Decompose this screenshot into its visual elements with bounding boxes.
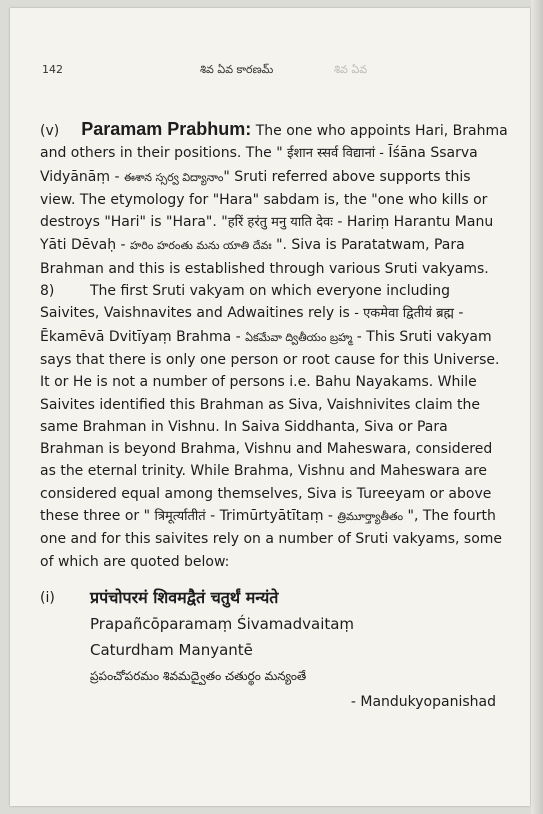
telugu-quote: ఈశాన స్సర్వ విద్యానాం: [123, 170, 224, 184]
verse-telugu: ప్రపంచోపరమం శివమద్వైతం చతుర్థం మన్యంతే: [90, 668, 307, 683]
transliteration: - Ēkamēvā Dvitīyaṃ Brahma -: [40, 305, 464, 345]
paragraph-paramam-prabhum: [40, 118, 510, 280]
verse-transliteration-1: Prapañcōparamaṃ Śivamadvaitaṃ: [90, 614, 355, 633]
devanagari-quote: ईशान स्सर्व विद्यानां -: [287, 146, 384, 162]
para-marker: 8): [40, 283, 55, 300]
bleed-through-title: శివ ఏవ: [334, 63, 368, 76]
page-number: 142: [42, 63, 63, 76]
devanagari-quote: - एकमेवा द्वितीयं ब्रह्म: [354, 306, 454, 322]
running-title: శివ ఏవ కారణమ్: [200, 63, 274, 76]
verse-devanagari: प्रपंचोपरमं शिवमद्वैतं चतुर्थं मन्यंते: [90, 587, 279, 607]
page-content: [40, 118, 510, 715]
telugu-quote: త్రిమూర్త్యాతీతం: [337, 510, 404, 524]
page-edge: [531, 0, 543, 814]
verse-quote: [40, 585, 510, 715]
page-header: [42, 63, 500, 79]
devanagari-quote: हरिं हरंतु मनु याति देवः: [227, 215, 333, 231]
verse-source: - Mandukyopanishad: [350, 693, 496, 710]
book-page: [10, 8, 530, 806]
paragraph-8: [40, 280, 510, 573]
text-run: ", The fourth one and for this saivites rely on a number of Sruti vakyams, some of which are quoted below:: [40, 508, 503, 570]
transliteration: - Trimūrtyātītaṃ -: [205, 508, 338, 525]
transliteration: Īśāna Ssarva Vidyānāṃ -: [40, 145, 478, 185]
verse-transliteration-2: Caturdham Manyantē: [90, 640, 253, 659]
text-run: ". Siva is Paratatwam, Para Brahman and this is established through various Sruti vakyams.: [40, 237, 489, 277]
verse-marker: (i): [40, 589, 55, 606]
para-marker: (v): [40, 123, 60, 139]
devanagari-quote: त्रिमूर्त्यातीतं: [154, 509, 206, 525]
text-run: The first Sruti vakyam on which everyone including Saivites, Vaishnavites and Adwaitines rely is: [40, 283, 451, 322]
text-run: The one who appoints Hari, Brahma and others in their positions. The ": [40, 123, 508, 162]
verse-lines: [90, 585, 510, 715]
text-run: " Sruti referred above supports this view. The etymology for "Hara" sabdam is, the "one who kills or destroys "Hari" is "Hara". ": [40, 168, 488, 231]
transliteration: - Hariṃ Harantu Manu Yāti Dēvaḥ -: [40, 214, 494, 254]
text-run: - This Sruti vakyam says that there is only one person or root cause for this Universe. It or He is not a number of persons i.e. Bahu Nayakams. While Saivites identified this Brahman as Siva, Vaishnivites claim the same Brahman in Vishnu. In Saiva Siddhanta, Siva or Para Brahman is beyond Brahma, Vishnu and Maheswara, considered as the eternal trinity. While Brahma, Vishnu and Maheswara are considered equal among themselves, Siva is Tureeyam or above these three or ": [40, 328, 500, 525]
section-heading: Paramam Prabhum:: [81, 119, 252, 139]
telugu-quote: ఏకమేవా ద్వితీయం బ్రహ్మ: [245, 330, 353, 344]
telugu-quote: హరిం హరంతు మను యాతి దేవః: [130, 239, 272, 253]
